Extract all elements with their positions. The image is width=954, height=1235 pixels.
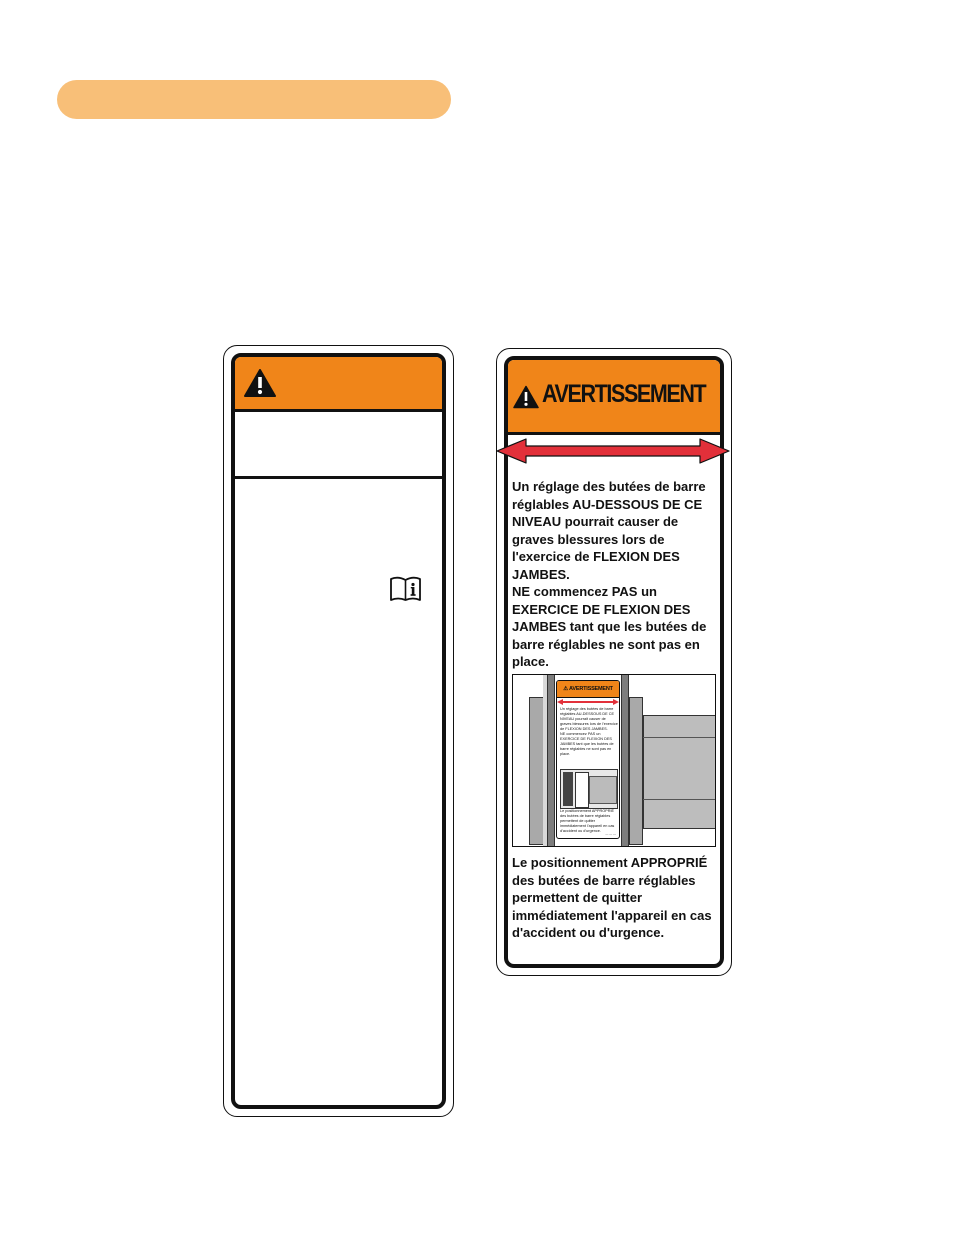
section-tab-pill [57,80,451,119]
warning-triangle-icon [513,385,539,409]
mini-text-line: Un réglage des butées de barre réglables AU-DESSOUS DE CE NIVEAU pourrait causer de graves blessures lors de l'exercice de FLEXION DES JAMBES. [560,707,618,731]
mini-warning-label [556,680,620,839]
warning-text-line: NE commencez PAS un EXERCICE DE FLEXION DES JAMBES tant que les butées de barre réglables ne sont pas en place. [512,584,707,669]
mini-text-line: NE commencez PAS un EXERCICE DE FLEXION DES JAMBES tant que les butées de barre réglables ne sont pas en place. [560,732,614,756]
warning-label-left [223,345,454,1117]
warning-header-title: AVERTISSEMENT [542,380,706,408]
mini-warning-text [560,707,618,757]
label-placement-illustration [512,674,716,847]
warning-label-left-header [235,357,442,412]
mini-label-code: — — — [605,832,616,836]
warning-label-left-divider [235,476,442,479]
warning-triangle-icon [243,368,277,398]
manual-info-book-icon [389,576,422,602]
mini-label-title: AVERTISSEMENT [569,686,613,692]
mini-proper-text: Le positionnement APPROPRIÉ des butées de barre réglables permettent de quitter immédiatement l'appareil en cas d'accident ou d'urgence. [560,809,615,833]
warning-label-left-frame [231,353,446,1109]
proper-positioning-text: Le positionnement APPROPRIÉ des butées de barre réglables permettent de quitter immédiatement l'appareil en cas d'accident ou d'urgence. [512,855,712,940]
mini-label-header: ⚠ AVERTISSEMENT [557,681,619,698]
warning-label-right-header [508,360,720,435]
warning-text-block [512,478,717,671]
warning-text-line: Un réglage des butées de barre réglables AU-DESSOUS DE CE NIVEAU pourrait causer de graves blessures lors de l'exercice de FLEXION DES JAMBES. [512,479,706,582]
double-arrow-icon [496,436,730,466]
